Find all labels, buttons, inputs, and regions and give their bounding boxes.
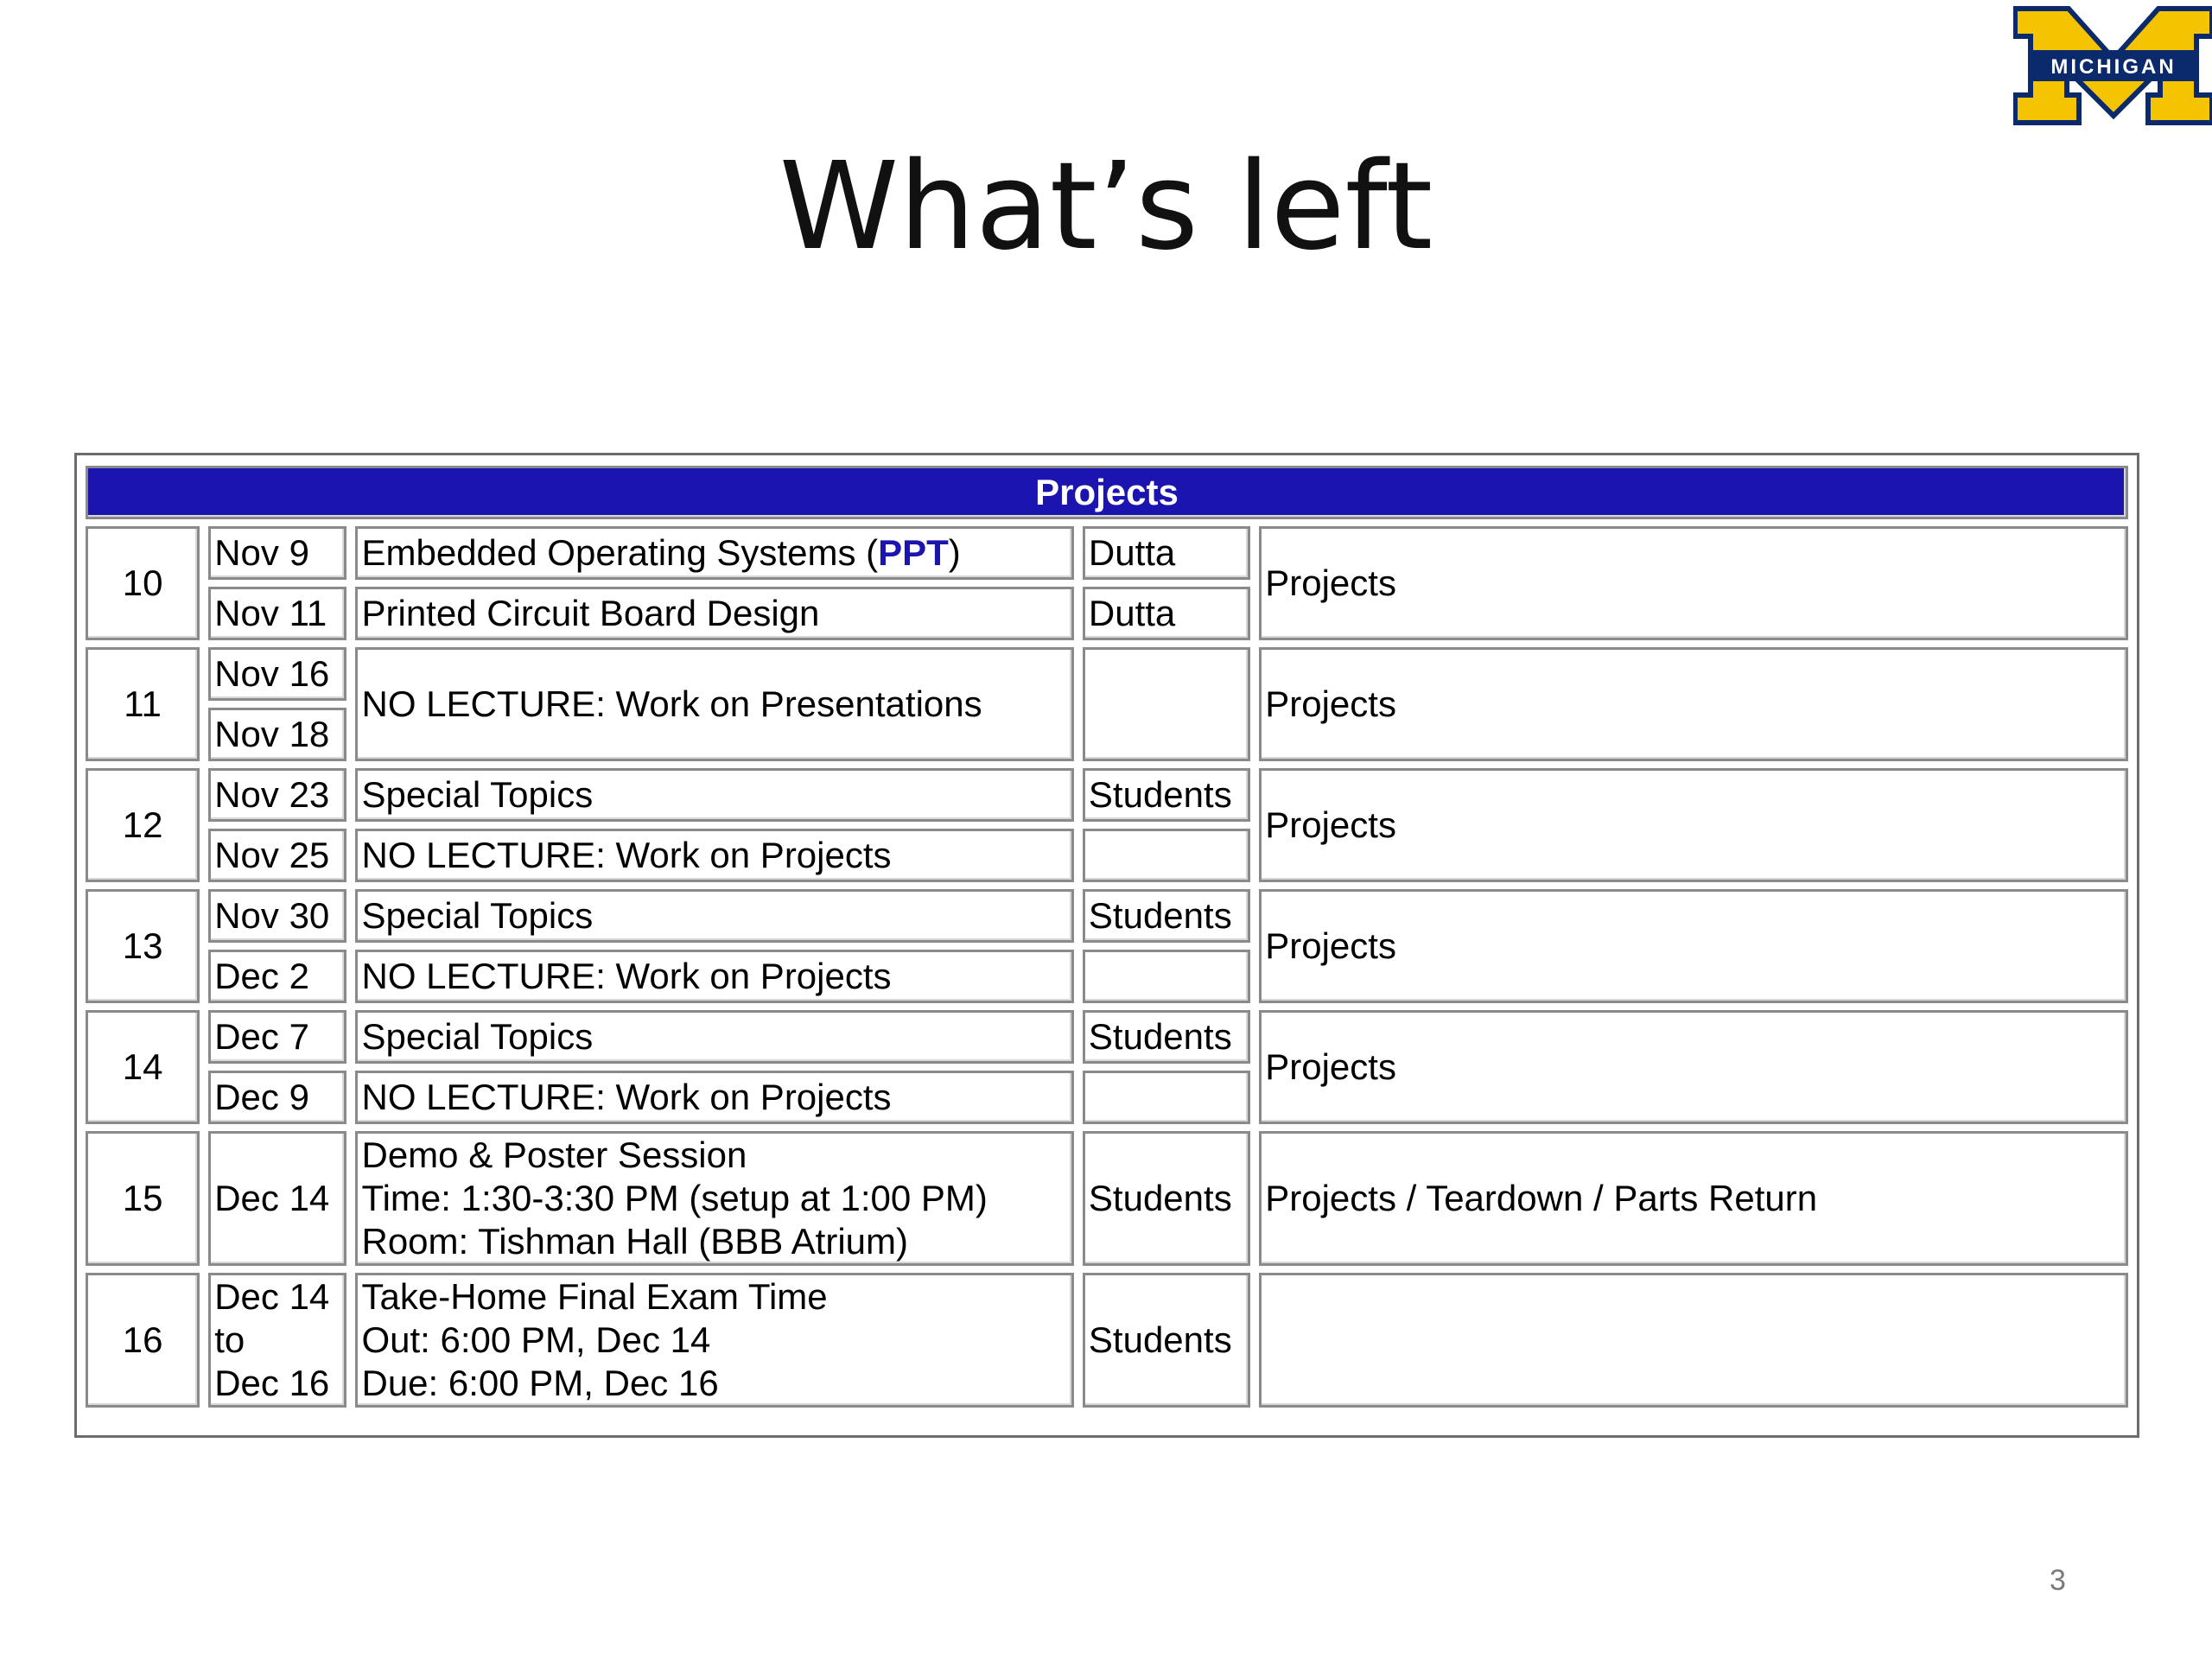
topic-text: ) [948,532,961,573]
session-topic [355,1273,1073,1408]
session-topic: NO LECTURE: Work on Presentations [355,647,1073,761]
table-row [86,768,2128,822]
session-date: Dec 9 [208,1071,346,1124]
session-topic: Special Topics [355,768,1073,822]
michigan-block-m-logo [2013,5,2212,128]
session-presenter [1083,1071,1250,1124]
session-topic: NO LECTURE: Work on Projects [355,829,1073,882]
schedule-table-frame [74,453,2139,1438]
topic-line: Out: 6:00 PM, Dec 14 [361,1319,711,1360]
week-notes: Projects [1259,768,2128,882]
topic-line: Take-Home Final Exam Time [361,1276,828,1317]
session-presenter: Students [1083,1273,1250,1408]
date-line: to [214,1319,245,1360]
session-date: Dec 2 [208,950,346,1003]
session-date: Dec 14 [208,1131,346,1266]
session-presenter: Dutta [1083,587,1250,640]
week-number: 14 [86,1010,200,1124]
date-line: Dec 14 [214,1276,330,1317]
session-presenter: Students [1083,1010,1250,1064]
logo-wordmark: MICHIGAN [2050,55,2177,79]
ppt-link[interactable]: PPT [878,532,949,573]
topic-line: Demo & Poster Session [361,1135,747,1175]
session-date: Nov 25 [208,829,346,882]
topic-text: Embedded Operating Systems ( [361,532,879,573]
session-topic: Printed Circuit Board Design [355,587,1073,640]
table-row [86,1273,2128,1408]
table-row [86,1010,2128,1064]
table-row [86,647,2128,701]
session-date: Nov 16 [208,647,346,701]
session-date: Nov 18 [208,708,346,761]
week-number: 15 [86,1131,200,1266]
session-date [208,1273,346,1408]
session-presenter: Students [1083,1131,1250,1266]
week-notes: Projects [1259,1010,2128,1124]
topic-line: Due: 6:00 PM, Dec 16 [361,1363,719,1403]
session-presenter [1083,647,1250,761]
date-line: Dec 16 [214,1363,330,1403]
session-presenter: Students [1083,768,1250,822]
session-topic [355,526,1073,580]
session-presenter [1083,950,1250,1003]
table-row [86,889,2128,943]
session-date: Nov 11 [208,587,346,640]
week-notes: Projects [1259,889,2128,1003]
table-row [86,526,2128,580]
week-notes: Projects / Teardown / Parts Return [1259,1131,2128,1266]
schedule-table [77,452,2137,1414]
week-notes [1259,1273,2128,1408]
week-number: 11 [86,647,200,761]
page-number: 3 [2050,1564,2066,1597]
session-presenter [1083,829,1250,882]
session-topic: NO LECTURE: Work on Projects [355,950,1073,1003]
week-notes: Projects [1259,647,2128,761]
session-date: Nov 23 [208,768,346,822]
session-topic: NO LECTURE: Work on Projects [355,1071,1073,1124]
section-header-projects: Projects [86,466,2128,519]
session-topic: Special Topics [355,1010,1073,1064]
week-number: 16 [86,1273,200,1408]
week-number: 13 [86,889,200,1003]
session-presenter: Dutta [1083,526,1250,580]
session-date: Dec 7 [208,1010,346,1064]
topic-line: Room: Tishman Hall (BBB Atrium) [361,1221,908,1262]
session-topic [355,1131,1073,1266]
session-date: Nov 30 [208,889,346,943]
week-number: 12 [86,768,200,882]
week-number: 10 [86,526,200,640]
week-notes: Projects [1259,526,2128,640]
topic-line: Time: 1:30-3:30 PM (setup at 1:00 PM) [361,1178,988,1218]
table-row [86,1131,2128,1266]
session-date: Nov 9 [208,526,346,580]
session-presenter: Students [1083,889,1250,943]
session-topic: Special Topics [355,889,1073,943]
slide-title: What’s left [779,137,1433,277]
